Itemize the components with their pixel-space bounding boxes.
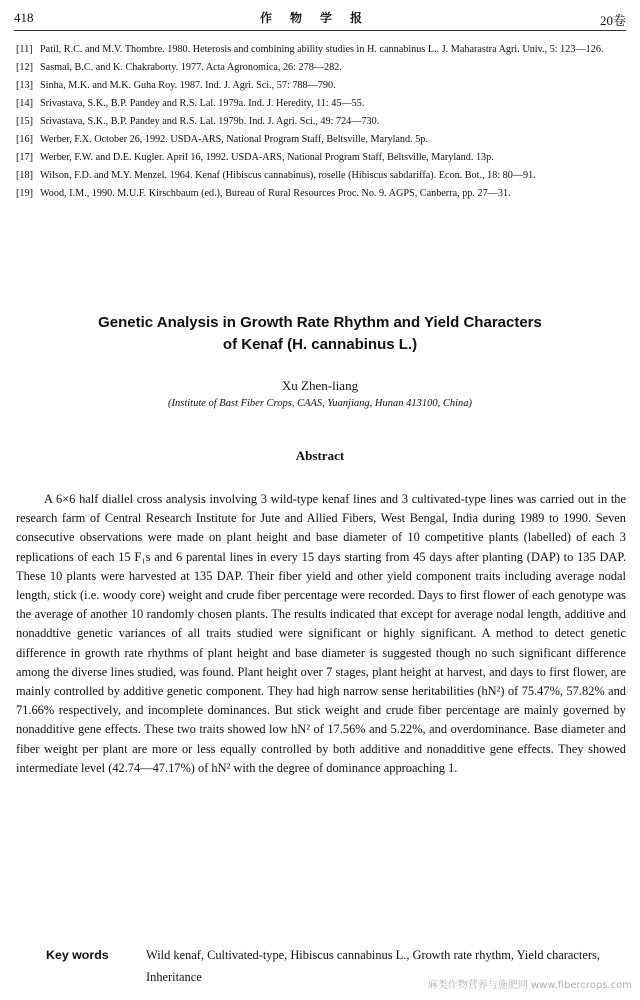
- abstract-body: A 6×6 half diallel cross analysis involving 3 wild-type kenaf lines and 3 cultivated-type lines was carried out in the research farm of Central Research Institute for Jute and Allied Fibers, West Bengal, India during 1989 to 1990. Seven consecutive observations were made on plant height and base diameter of 10 competitive plants (labelled) of each 3 replications of each 15 F₁s and 6 parental lines in every 15 days starting from 45 days after planting (DAP) to 135 DAP. These 10 plants were harvested at 135 DAP. Their fiber yield and other yield component traits including average nodal length, stick (i.e. woody core) weight and crude fiber percentage were recorded. Days to first flower of each genotype was the average of another 10 randomly chosen plants. The results indicated that except for average nodal length, additive and nonaddtive genetic variances of all traits studied were significant or highly significant. A method to detect genetic difference in growth rate rhythms of plant height and base diameter is suggested though no such significant difference among the diverse lines studied, was found. Plant height over 7 stages, plant height at harvest, and days to first flower, are mainly controlled by additive genetic component. They had high narrow sense heritabilities (hN²) of 75.47%, 57.82% and 71.66% respectively, and incomplete dominances. But stick weight and crude fiber percentage are mainly governed by nonadditive gene effects. These two traits showed low hN² of 17.56% and 5.22%, and overdominance. Base diameter and fiber weight per plant are more or less equally controlled by both additive and nonadditive gene effects. They showed intermediate level (42.74—47.17%) of hN² with the degree of dominance approaching 1.: [16, 492, 626, 775]
- reference-item: [16, 78, 626, 93]
- reference-item: [16, 150, 626, 165]
- page-number: 418: [14, 10, 34, 25]
- reference-text: Srivastava, S.K., B.P. Pandey and R.S. Lal. 1979a. Ind. J. Heredity, 11: 45—55.: [40, 98, 365, 109]
- title-line-1: Genetic Analysis in Growth Rate Rhythm and Yield Characters: [98, 314, 542, 331]
- title-line-2: of Kenaf (H. cannabinus L.): [222, 336, 418, 353]
- reference-item: [16, 60, 626, 75]
- keywords-label: Key words: [46, 948, 109, 962]
- page-header: [14, 8, 626, 31]
- reference-text: Sasmal, B.C. and K. Chakraborty. 1977. Acta Agronomica, 26: 278—282.: [40, 62, 342, 73]
- reference-number: [13]: [16, 80, 33, 91]
- reference-number: [11]: [16, 44, 33, 55]
- reference-item: [16, 42, 626, 57]
- reference-item: [16, 96, 626, 111]
- volume-label: 20卷: [599, 13, 626, 28]
- site-watermark: 麻类作物营养与施肥网 www.fibercrops.com: [427, 980, 632, 991]
- abstract-heading: Abstract: [295, 448, 345, 463]
- paper-title: [30, 312, 610, 356]
- reference-text: Srivastava, S.K., B.P. Pandey and R.S. Lal. 1979b. Ind. J. Agri. Sci., 49: 724—730.: [40, 116, 380, 127]
- reference-number: [19]: [16, 188, 33, 199]
- reference-item: [16, 114, 626, 129]
- journal-title: 作物学报: [259, 11, 380, 25]
- reference-number: [18]: [16, 170, 33, 181]
- reference-number: [15]: [16, 116, 33, 127]
- reference-number: [16]: [16, 134, 33, 145]
- references-list: [16, 42, 626, 204]
- reference-text: Patil, R.C. and M.V. Thombre. 1980. Heterosis and combining ability studies in H. cannabinus L.. J. Maharastra Agri. Univ., 5: 123—126.: [40, 44, 604, 55]
- reference-text: Wilson, F.D. and M.Y. Menzel. 1964. Kenaf (Hibiscus cannabinus), roselle (Hibiscus sabdariffa). Econ. Bot., 18: 80—91.: [40, 170, 536, 181]
- reference-item: [16, 168, 626, 183]
- reference-text: Werber, F.W. and D.E. Kugler. April 16, 1992. USDA-ARS, National Program Staff, Beltsville, Maryland. 13p.: [40, 152, 494, 163]
- reference-item: [16, 132, 626, 147]
- reference-text: Wood, I.M., 1990. M.U.F. Kirschbaum (ed.), Bureau of Rural Resources Proc. No. 9. AGPS, Canberra, pp. 27—31.: [40, 188, 511, 199]
- reference-text: Sinha, M.K. and M.K. Guha Roy. 1987. Ind. J. Agri. Sci., 57: 788—790.: [40, 80, 336, 91]
- reference-number: [14]: [16, 98, 33, 109]
- author-name: Xu Zhen-liang: [281, 378, 359, 393]
- reference-text: Werber, F.X. October 26, 1992. USDA-ARS, National Program Staff, Beltsville, Maryland. 5p.: [40, 134, 428, 145]
- keywords-values: Wild kenaf, Cultivated-type, Hibiscus cannabinus L., Growth rate rhythm, Yield characters, Inheritance: [146, 948, 600, 984]
- reference-number: [17]: [16, 152, 33, 163]
- affiliation: (Institute of Bast Fiber Crops, CAAS, Yuanjiang, Hunan 413100, China): [167, 398, 473, 409]
- reference-number: [12]: [16, 62, 33, 73]
- reference-item: [16, 186, 626, 201]
